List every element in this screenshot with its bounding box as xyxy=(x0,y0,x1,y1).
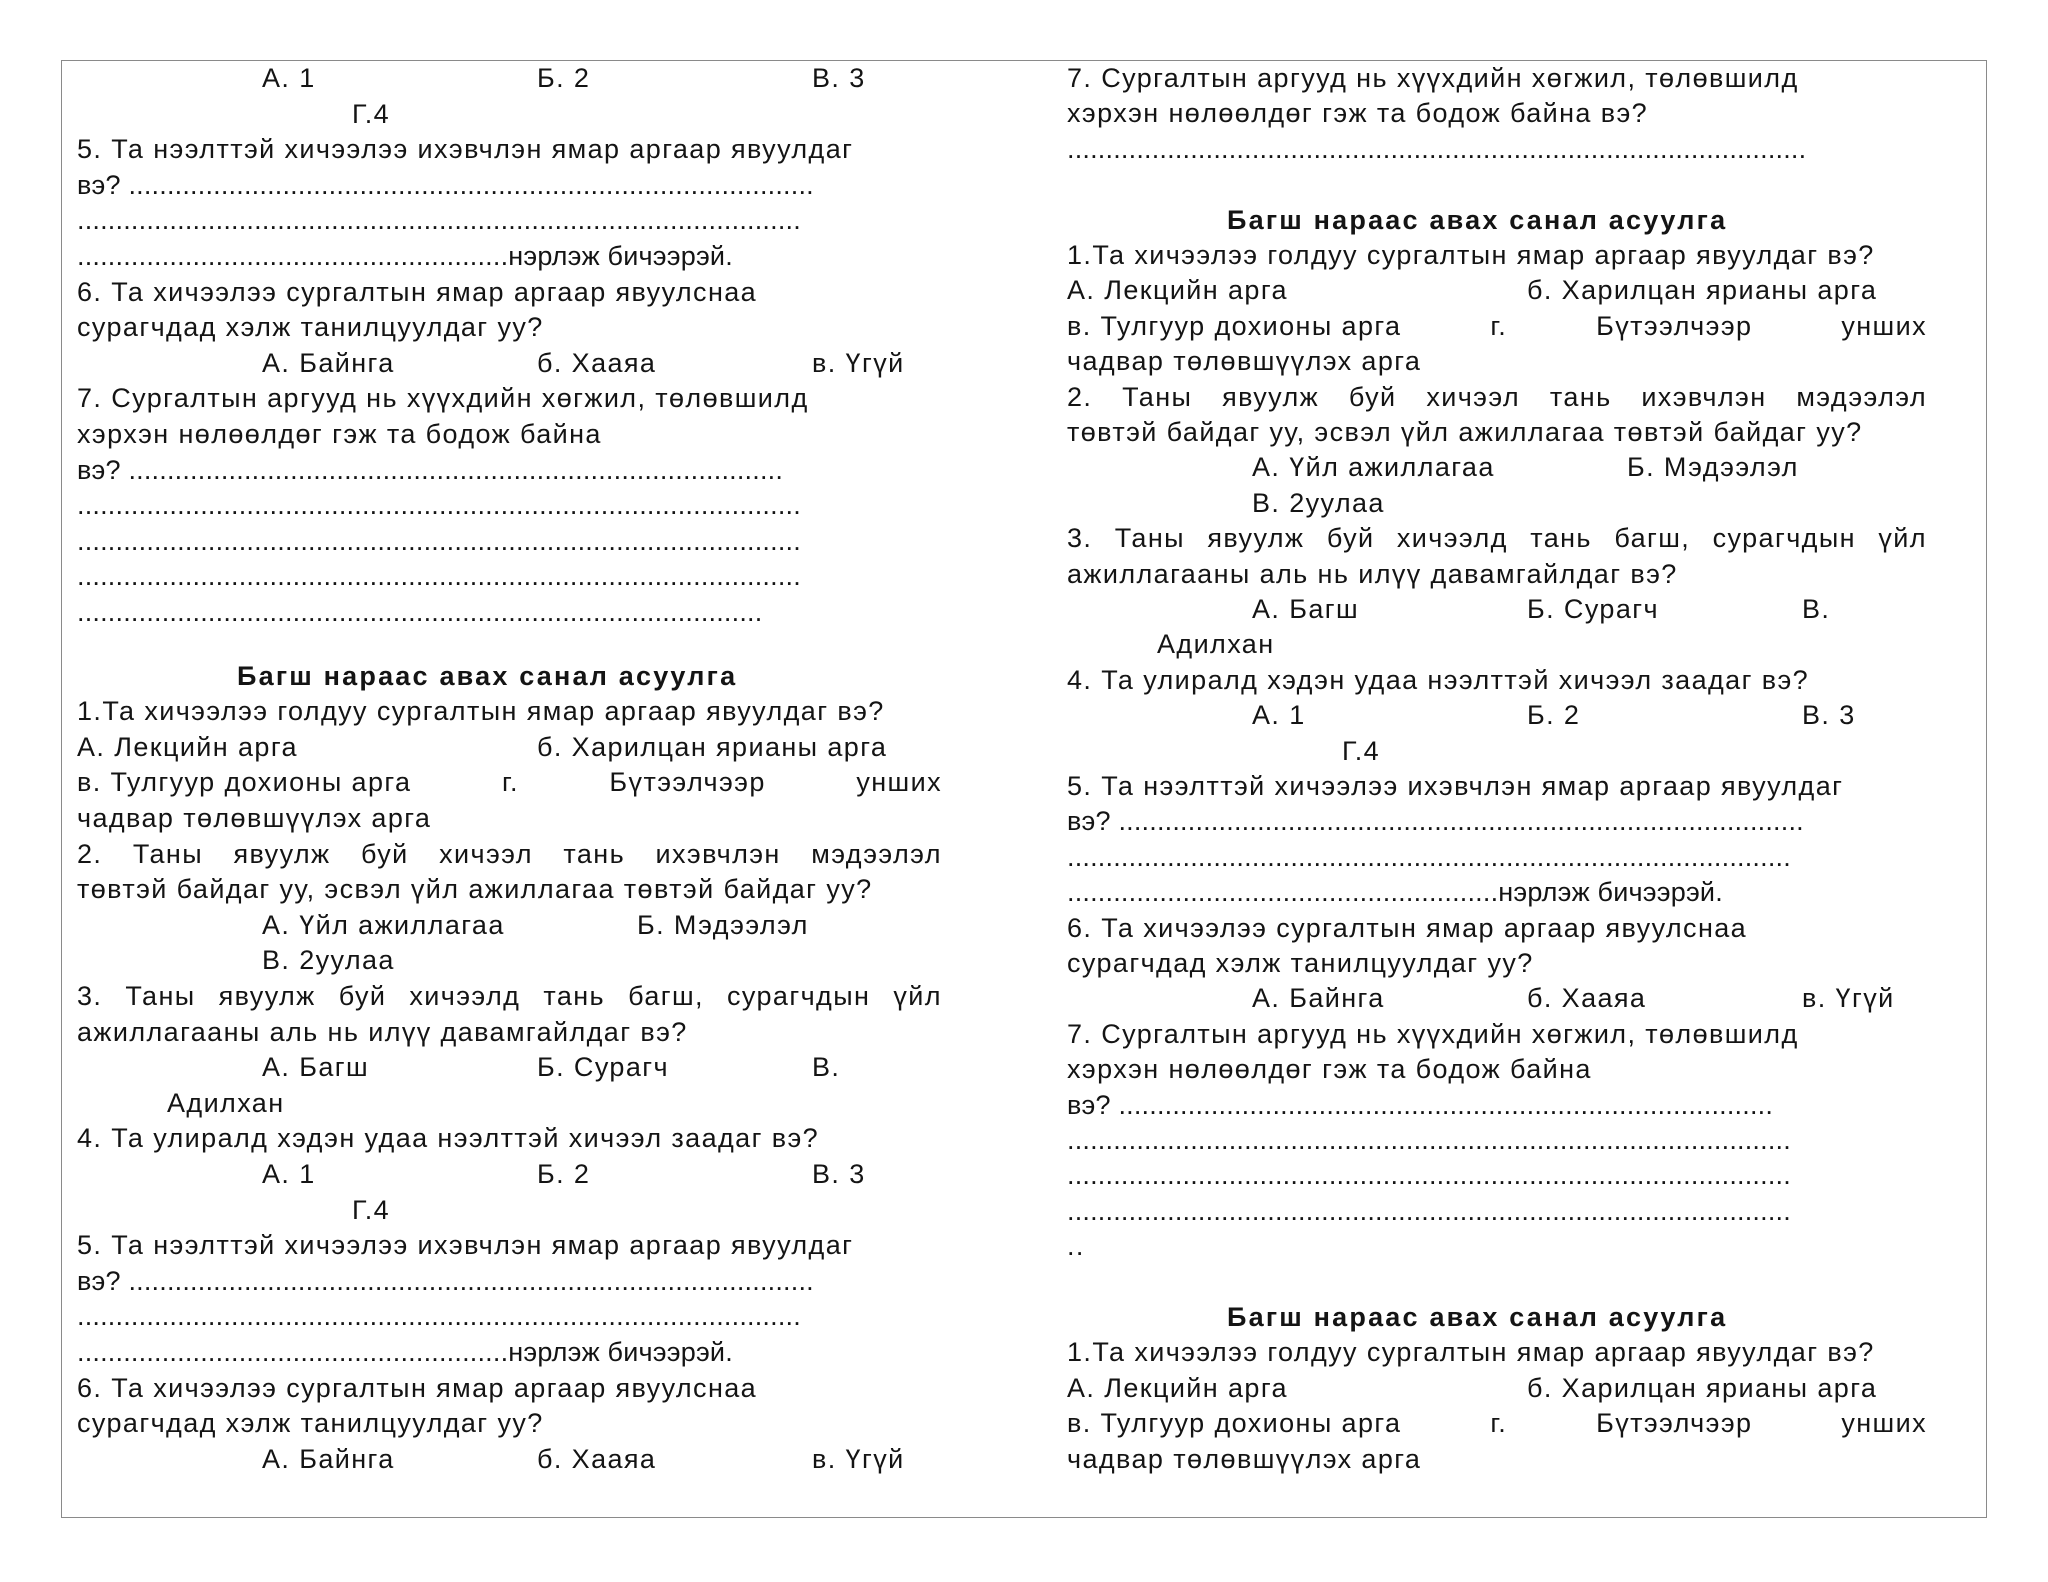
word: Таны xyxy=(132,838,204,869)
word: явуулж xyxy=(233,838,331,869)
question-line: хэрхэн нөлөөлдөг гэж та бодож байна вэ? xyxy=(1067,98,1649,129)
answer-option: Б. Сурагч xyxy=(1527,594,1659,624)
question-line: ........................................................нэрлэж бичээрэй. xyxy=(77,1337,733,1367)
word: хичээл xyxy=(1426,381,1521,412)
answer-option: А. 1 xyxy=(1252,700,1306,731)
question-line: Г.4 xyxy=(352,98,391,129)
justified-line xyxy=(77,839,942,869)
word: үйл xyxy=(893,981,942,1011)
question-line: .............................................................................................. xyxy=(77,525,801,556)
question-line: Г.4 xyxy=(352,1194,391,1225)
answer-option: А. Байнга xyxy=(262,1443,395,1474)
question-line: В. 2уулаа xyxy=(262,945,395,976)
word: Бүтээлчээр xyxy=(1596,1408,1753,1439)
word: багш, xyxy=(628,981,704,1011)
question-line: 6. Та хичээлээ сургалтын ямар аргаар явуулснаа xyxy=(77,1372,758,1403)
answer-option: в. Үгүй xyxy=(812,347,905,378)
answer-option: А. Үйл ажиллагаа xyxy=(1252,452,1495,483)
answer-option: А. Үйл ажиллагаа xyxy=(262,909,505,940)
justified-line xyxy=(1067,1408,1927,1438)
word: в. Тулгуур дохионы арга xyxy=(1067,1408,1402,1439)
question-line: төвтэй байдаг уу, эсвэл үйл ажиллагаа төвтэй байдаг уу? xyxy=(77,874,873,905)
answer-option: б. Харилцан ярианы арга xyxy=(1527,1372,1878,1403)
answer-option: б. Хааяа xyxy=(537,347,657,378)
question-line: вэ? ......................................................................................... xyxy=(1067,806,1804,837)
question-line: .............................................................................................. xyxy=(77,561,801,592)
question-line: вэ? ..................................................................................... xyxy=(77,454,784,485)
justified-line xyxy=(1067,523,1927,553)
word: унших xyxy=(856,767,942,798)
question-line: вэ? ..................................................................................... xyxy=(1067,1089,1774,1120)
answer-option: Б. Мэдээлэл xyxy=(637,909,809,940)
question-line: .............................................................................................. xyxy=(1067,1195,1791,1226)
question-line: Адилхан xyxy=(167,1087,285,1118)
answer-option: Б. 2 xyxy=(1527,700,1581,731)
question-line: .............................................................................................. xyxy=(1067,841,1791,872)
question-line: 5. Та нээлттэй хичээлээ ихэвчлэн ямар аргаар явуулдаг xyxy=(77,1230,854,1261)
question-line: вэ? ......................................................................................... xyxy=(77,1265,814,1296)
answer-option: б. Хааяа xyxy=(1527,983,1647,1014)
word: 2. xyxy=(1067,381,1093,412)
question-line: 1.Та хичээлээ голдуу сургалтын ямар аргаар явуулдаг вэ? xyxy=(77,696,885,727)
question-line: ......................................................................................... xyxy=(77,597,763,627)
word: тань xyxy=(1549,381,1612,412)
word: тань xyxy=(543,981,606,1011)
answer-option: б. Хааяа xyxy=(537,1443,657,1474)
answer-option: в. Үгүй xyxy=(1802,983,1895,1014)
question-line: ........................................................нэрлэж бичээрэй. xyxy=(77,241,733,271)
answer-option: в. Үгүй xyxy=(812,1443,905,1474)
word: 3. xyxy=(77,981,103,1011)
question-line: 6. Та хичээлээ сургалтын ямар аргаар явуулснаа xyxy=(1067,912,1748,943)
word: в. Тулгуур дохионы арга xyxy=(1067,310,1402,341)
answer-option: б. Харилцан ярианы арга xyxy=(537,731,888,762)
question-line: .............................................................................................. xyxy=(1067,1160,1791,1191)
word: Таны xyxy=(1122,381,1193,412)
question-line: 7. Сургалтын аргууд нь хүүхдийн хөгжил, төлөвшилд xyxy=(1067,63,1799,93)
word: явуулж xyxy=(1222,381,1320,412)
section-title: Багш нараас авах санал асуулга xyxy=(237,660,738,691)
word: явуулж xyxy=(1207,523,1305,554)
question-line: хэрхэн нөлөөлдөг гэж та бодож байна xyxy=(77,419,602,449)
question-line: сурагчдад хэлж танилцуулдаг уу? xyxy=(77,312,544,343)
answer-option: А. Багш xyxy=(262,1052,370,1083)
justified-line xyxy=(1067,382,1927,412)
word: г. xyxy=(1490,310,1508,341)
word: буй xyxy=(1326,523,1375,554)
word: Таны xyxy=(1114,523,1185,554)
answer-option: А. Лекцийн арга xyxy=(1067,275,1288,306)
question-line: В. 2уулаа xyxy=(1252,487,1385,518)
question-line: вэ? ......................................................................................... xyxy=(77,169,814,200)
page-frame xyxy=(61,60,1987,1518)
answer-option: А. Лекцийн арга xyxy=(1067,1372,1288,1403)
word: г. xyxy=(1490,1408,1508,1439)
word: буй xyxy=(338,981,387,1011)
answer-option: В. 3 xyxy=(1802,700,1856,731)
answer-option: В. xyxy=(812,1052,841,1083)
answer-option: А. 1 xyxy=(262,63,316,93)
answer-option: В. 3 xyxy=(812,63,866,93)
question-line: ажиллагааны аль нь илүү давамгайлдаг вэ? xyxy=(77,1016,688,1047)
word: явуулж xyxy=(218,981,316,1011)
answer-option: Б. Мэдээлэл xyxy=(1627,452,1799,483)
question-line: .. xyxy=(1067,1231,1085,1262)
word: сурагчдын xyxy=(1712,523,1856,554)
answer-option: Б. Сурагч xyxy=(537,1052,669,1083)
question-line: 5. Та нээлттэй хичээлээ ихэвчлэн ямар аргаар явуулдаг xyxy=(1067,771,1844,801)
word: буй xyxy=(1348,381,1397,412)
answer-option: В. 3 xyxy=(812,1159,866,1189)
word: тань xyxy=(1530,523,1592,554)
answer-option: Б. 2 xyxy=(537,1159,591,1189)
word: Таны xyxy=(125,981,196,1011)
word: хичээл xyxy=(439,838,533,869)
question-line: 4. Та улиралд хэдэн удаа нээлттэй хичээл заадаг вэ? xyxy=(1067,664,1810,695)
question-line: .............................................................................................. xyxy=(77,1301,801,1332)
question-line: 1.Та хичээлээ голдуу сургалтын ямар аргаар явуулдаг вэ? xyxy=(1067,1337,1875,1368)
word: мэдээлэл xyxy=(811,838,942,869)
question-line: ажиллагааны аль нь илүү давамгайлдаг вэ? xyxy=(1067,558,1678,589)
question-line: сурагчдад хэлж танилцуулдаг уу? xyxy=(1067,948,1534,978)
word: ихэвчлэн xyxy=(1641,381,1767,412)
word: г. xyxy=(502,767,519,798)
answer-option: В. xyxy=(1802,594,1831,624)
question-line: 6. Та хичээлээ сургалтын ямар аргаар явуулснаа xyxy=(77,276,758,307)
answer-option: А. Лекцийн арга xyxy=(77,731,298,762)
word: сурагчдын xyxy=(727,981,871,1011)
question-line: 7. Сургалтын аргууд нь хүүхдийн хөгжил, төлөвшилд xyxy=(77,383,809,414)
question-line: .............................................................................................. xyxy=(1067,1125,1791,1155)
question-line: чадвар төлөвшүүлэх арга xyxy=(77,803,432,833)
word: тань xyxy=(563,838,626,869)
word: хичээлд xyxy=(1396,523,1508,554)
word: хичээлд xyxy=(409,981,521,1011)
question-line: Адилхан xyxy=(1157,629,1275,660)
word: 2. xyxy=(77,838,103,869)
question-line: .............................................................................................. xyxy=(77,490,801,521)
answer-option: А. Байнга xyxy=(262,347,395,378)
answer-option: Б. 2 xyxy=(537,63,591,93)
answer-option: А. Багш xyxy=(1252,594,1360,624)
question-line: 4. Та улиралд хэдэн удаа нээлттэй хичээл заадаг вэ? xyxy=(77,1123,820,1154)
word: Бүтээлчээр xyxy=(1596,310,1753,341)
question-line: Г.4 xyxy=(1342,735,1381,766)
word: мэдээлэл xyxy=(1796,381,1927,412)
word: унших xyxy=(1841,1408,1927,1439)
question-line: 1.Та хичээлээ голдуу сургалтын ямар аргаар явуулдаг вэ? xyxy=(1067,240,1875,270)
question-line: 5. Та нээлттэй хичээлээ ихэвчлэн ямар аргаар явуулдаг xyxy=(77,134,854,165)
section-title: Багш нараас авах санал асуулга xyxy=(1227,1302,1728,1332)
word: унших xyxy=(1841,310,1927,341)
answer-option: А. 1 xyxy=(262,1159,316,1189)
justified-line xyxy=(77,981,942,1011)
question-line: төвтэй байдаг уу, эсвэл үйл ажиллагаа төвтэй байдаг уу? xyxy=(1067,417,1863,447)
justified-line xyxy=(1067,311,1927,341)
word: буй xyxy=(361,838,409,869)
word: үйл xyxy=(1878,523,1927,554)
question-line: .............................................................................................. xyxy=(77,205,801,236)
word: 3. xyxy=(1067,523,1093,554)
answer-option: б. Харилцан ярианы арга xyxy=(1527,275,1878,306)
question-line: ........................................................нэрлэж бичээрэй. xyxy=(1067,877,1723,908)
answer-option: А. Байнга xyxy=(1252,983,1385,1014)
question-line: чадвар төлөвшүүлэх арга xyxy=(1067,1443,1422,1474)
word: в. Тулгуур дохионы арга xyxy=(77,767,412,798)
word: ихэвчлэн xyxy=(655,838,781,869)
question-line: 7. Сургалтын аргууд нь хүүхдийн хөгжил, төлөвшилд xyxy=(1067,1018,1799,1049)
question-line: ................................................................................................ xyxy=(1067,133,1807,164)
section-title: Багш нараас авах санал асуулга xyxy=(1227,204,1728,235)
question-line: чадвар төлөвшүүлэх арга xyxy=(1067,346,1422,377)
word: багш, xyxy=(1614,523,1691,554)
question-line: хэрхэн нөлөөлдөг гэж та бодож байна xyxy=(1067,1054,1592,1085)
word: Бүтээлчээр xyxy=(609,767,766,798)
question-line: сурагчдад хэлж танилцуулдаг уу? xyxy=(77,1408,544,1439)
justified-line xyxy=(77,767,942,797)
